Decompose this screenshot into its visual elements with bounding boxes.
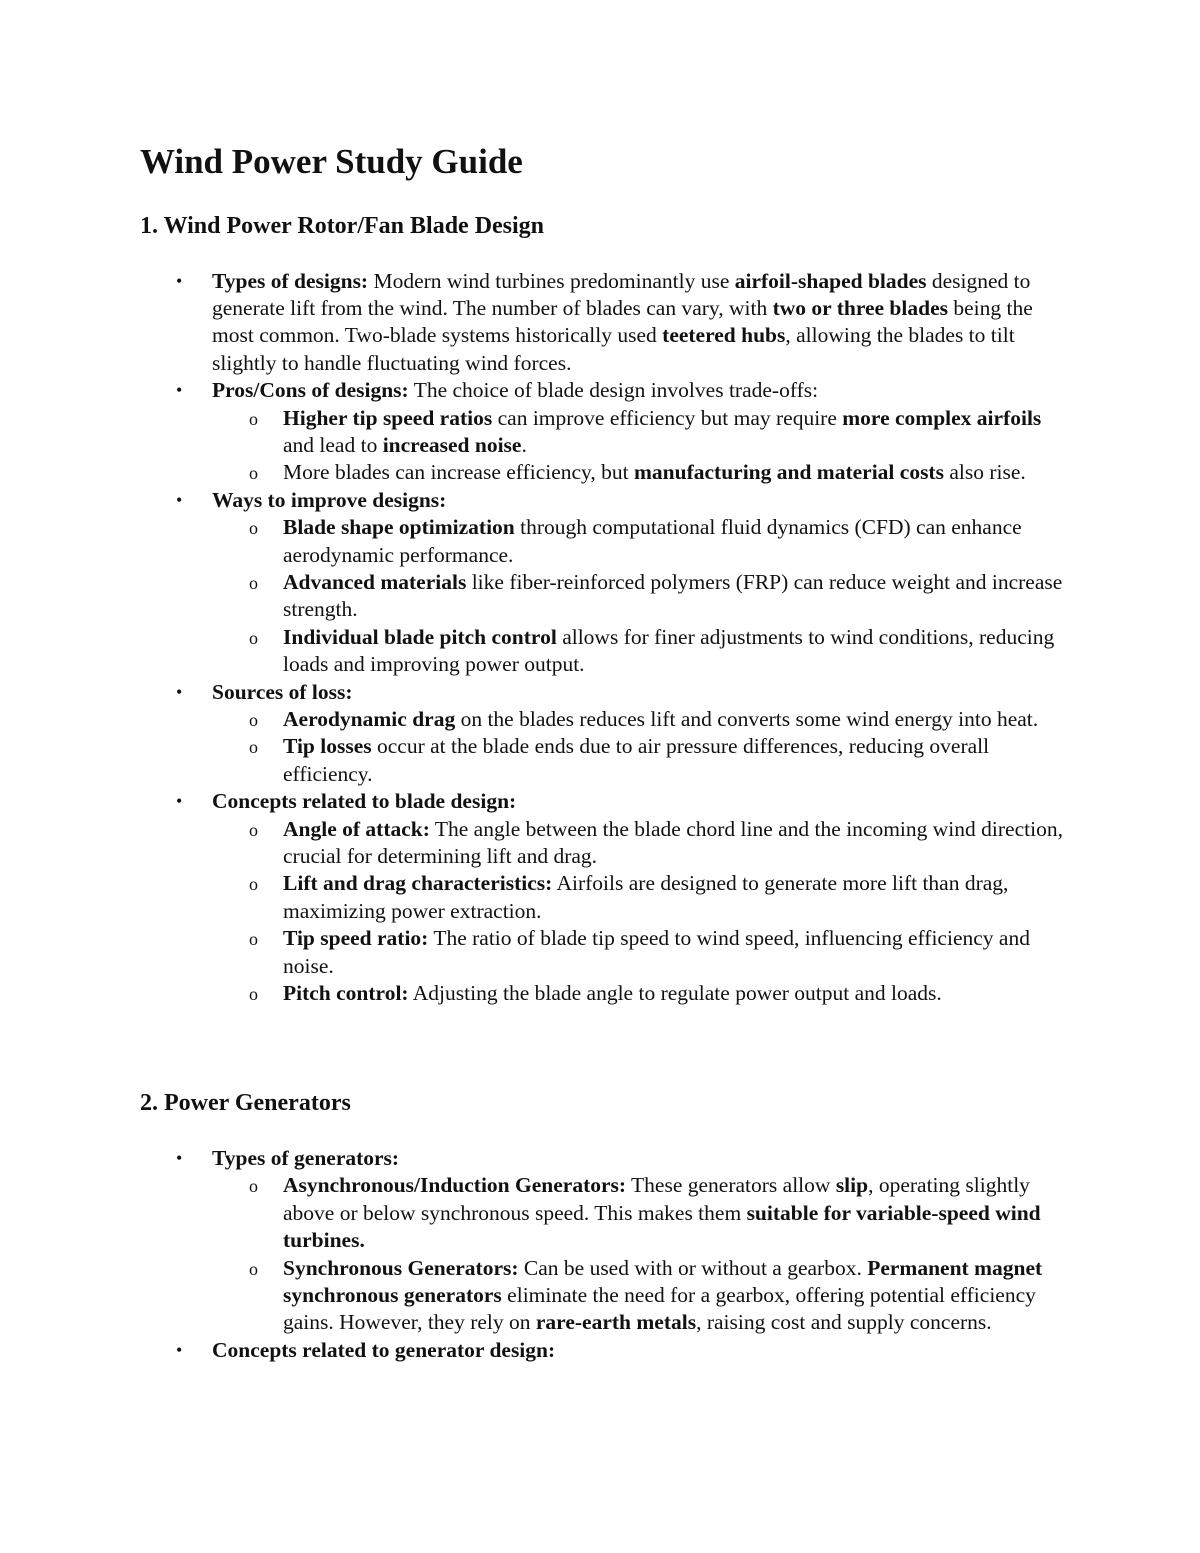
sub-list-item: o Individual blade pitch control allows for finer adjustments to wind conditions, reducing loads and improving power output. xyxy=(249,624,1055,677)
sub-list-item: o Blade shape optimization through computational fluid dynamics (CFD) can enhance aerodynamic performance. xyxy=(249,515,1022,567)
sub-bullet-icon: o xyxy=(249,627,258,648)
sub-list-item: o More blades can increase efficiency, but manufacturing and material costs also rise. xyxy=(0,459,1076,486)
bullet-icon: • xyxy=(176,380,183,401)
item-label: Ways to improve designs: xyxy=(212,487,447,512)
bullet-icon: • xyxy=(176,270,183,291)
sub-bullet-icon: o xyxy=(249,929,258,950)
sub-list-item: o Lift and drag characteristics: Airfoils are designed to generate more lift than drag, maximizing power extraction. xyxy=(249,871,1009,923)
sub-bullet-icon: o xyxy=(249,737,258,758)
list-item-generator-concepts xyxy=(0,1337,1076,1364)
sub-list-item: o Advanced materials like fiber-reinforced polymers (FRP) can reduce weight and increase strength. xyxy=(249,569,1063,622)
list-item-types-of-designs: • Types of designs: Modern wind turbines predominantly use airfoil-shaped blades designed to generate lift from the wind. The number of blades can vary, with two or three blades being the most common. Two-blade systems historically used teetered hubs, allowing the blades to tilt slightly to handle fluctuating wind forces. xyxy=(176,268,1033,375)
sub-bullet-icon: o xyxy=(249,408,258,429)
bullet-icon: • xyxy=(176,791,183,812)
item-label: Concepts related to generator design: xyxy=(212,1337,556,1362)
item-label: Types of generators: xyxy=(212,1146,400,1170)
sub-bullet-icon: o xyxy=(249,819,258,840)
sub-bullet-icon: o xyxy=(249,984,258,1005)
item-label: Sources of loss: xyxy=(212,679,353,704)
sub-bullet-icon: o xyxy=(249,463,258,484)
sub-bullet-icon: o xyxy=(249,1258,258,1279)
bullet-icon: • xyxy=(176,681,183,702)
sub-list-item: o Angle of attack: The angle between the blade chord line and the incoming wind direction, crucial for determining lift and drag. xyxy=(249,816,1063,869)
sub-bullet-icon: o xyxy=(249,710,258,730)
sub-list-item: o Pitch control: Adjusting the blade angle to regulate power output and loads. xyxy=(0,980,1076,1007)
sub-bullet-icon: o xyxy=(249,874,258,895)
sub-bullet-icon: o xyxy=(249,1176,258,1197)
sub-list-item: o Tip speed ratio: The ratio of blade tip speed to wind speed, influencing efficiency and noise. xyxy=(249,926,1030,978)
list-item-pros-cons: • Pros/Cons of designs: The choice of blade design involves trade-offs: xyxy=(0,377,1076,404)
bullet-icon: • xyxy=(176,1339,183,1360)
section-heading-power-generators: 2. Power Generators xyxy=(140,1090,351,1116)
sub-list-item: o Aerodynamic drag on the blades reduces lift and converts some wind energy into heat. xyxy=(0,706,1076,733)
list-item-sources-of-loss xyxy=(0,679,1076,706)
sub-list-item: o Synchronous Generators: Can be used with or without a gearbox. Permanent magnet synchronous generators eliminate the need for a gearbox, offering potential efficiency gains. However, they rely on rare-earth metals, raising cost and supply concerns. xyxy=(249,1255,1043,1335)
sub-bullet-icon: o xyxy=(249,518,258,539)
item-label: Pros/Cons of designs: xyxy=(212,378,409,403)
list-item-types-of-generators xyxy=(0,1145,1076,1172)
generators-list xyxy=(0,1145,1200,1364)
section-heading-blade-design: 1. Wind Power Rotor/Fan Blade Design xyxy=(140,213,545,239)
page-title: Wind Power Study Guide xyxy=(140,142,523,181)
item-label: Concepts related to blade design: xyxy=(212,789,517,814)
sub-bullet-icon: o xyxy=(249,572,258,593)
sub-list-item: o Higher tip speed ratios can improve efficiency but may require more complex airfoils and lead to increased noise. xyxy=(249,405,1042,457)
list-item-ways-to-improve xyxy=(0,487,1076,514)
sub-list-item: o Asynchronous/Induction Generators: These generators allow slip, operating slightly above or below synchronous speed. This makes them suitable for variable-speed wind turbines. xyxy=(249,1173,1041,1253)
list-item-blade-concepts xyxy=(0,788,1076,815)
item-label: Types of designs: xyxy=(212,268,369,293)
blade-design-list xyxy=(0,268,1200,1008)
bullet-icon: • xyxy=(176,1148,183,1168)
sub-list-item: o Tip losses occur at the blade ends due to air pressure differences, reducing overall efficiency. xyxy=(249,734,990,786)
bullet-icon: • xyxy=(176,489,183,510)
